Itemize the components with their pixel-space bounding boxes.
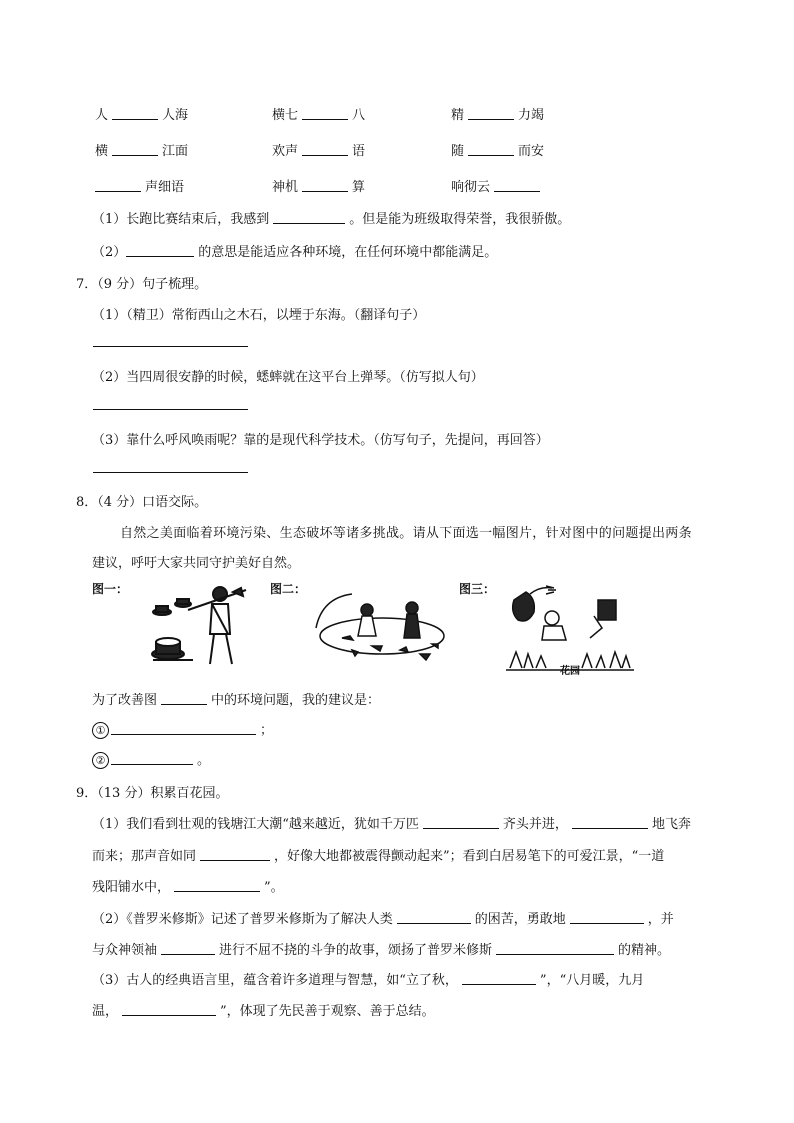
answer-blank[interactable] [112,107,158,120]
idiom-3-2 [272,176,365,195]
answer-blank[interactable] [468,107,514,120]
q6-text: （1）长跑比赛结束后，我感到 [92,212,270,227]
idiom-text: 神机 [272,180,299,195]
answer-blank[interactable] [126,244,194,257]
q6-text: 的意思是能适应各种环境，在任何环境中都能满足。 [198,245,498,260]
q6-sentence-1 [92,208,570,227]
idiom-text: 响彻云 [451,180,491,195]
idiom-1-3 [451,104,544,123]
q9-text: 温， [92,1004,119,1019]
answer-line[interactable] [93,472,248,473]
picture-label-2: 图二： [270,582,307,596]
idiom-1-1 [95,104,188,123]
answer-blank[interactable] [423,816,499,829]
idiom-text: 欢声 [272,144,299,159]
answer-blank[interactable] [302,179,348,192]
q6-text: 。但是能为班级取得荣誉，我很骄傲。 [349,212,571,227]
suggestion-prompt [92,689,380,708]
suggestion-item-1 [92,719,273,739]
q9-header: 9．（13 分）积累百花园。 [76,786,229,801]
idiom-2-2 [272,140,365,159]
q9-text: 进行不屈不挠的斗争的故事，颂扬了普罗米修斯 [219,943,493,958]
q9-text: 的困苦，勇敢地 [474,912,566,927]
q9-text: 与众神领袖 [92,943,158,958]
q9-text: ，并 [647,912,674,927]
q9-text: ”。 [264,880,284,895]
q8-paragraph-line-2: 建议，呼吁大家共同守护美好自然。 [92,556,301,571]
answer-blank[interactable] [111,722,256,735]
idiom-2-1 [95,140,188,159]
idiom-3-3 [451,176,544,195]
q9-text: ，好像大地都被震得颤动起来”；看到白居易笔下的可爱江景，“一道 [274,849,665,864]
q7-sentence-2: （2）当四周很安静的时候，蟋蟀就在这平台上弹琴。（仿写拟人句） [92,370,484,385]
q6-text: （2） [92,245,127,260]
q9-p2-line-2 [92,939,670,958]
idiom-1-2 [272,104,365,123]
punctuation: 。 [197,753,211,768]
idiom-text: 语 [352,144,366,159]
q9-p1-line-3 [92,876,284,895]
idiom-text: 声细语 [145,180,185,195]
picture-label-3: 图三： [459,582,496,596]
answer-blank[interactable] [161,692,207,705]
answer-blank[interactable] [302,143,348,156]
idiom-text: 横 [95,144,109,159]
q9-p1-line-2 [92,845,664,864]
q9-text: ”，“八月暖，九月 [539,973,645,988]
q8-header: 8．（4 分）口语交际。 [76,495,208,510]
answer-blank[interactable] [462,972,536,985]
q9-p3-line-2 [92,1000,435,1019]
idiom-text: 人 [95,108,109,123]
q9-text: （1）我们看到壮观的钱塘江大潮“越来越近，犹如千万匹 [92,817,419,832]
picture-label-1: 图一： [92,582,129,596]
idiom-text: 江面 [162,144,189,159]
answer-blank[interactable] [95,179,141,192]
q9-text: 残阳铺水中， [92,880,171,895]
answer-blank[interactable] [200,848,270,861]
suggestion-item-2 [92,749,210,769]
q9-text: 齐头并进， [502,817,568,832]
answer-blank[interactable] [112,143,158,156]
idiom-2-3 [451,140,544,159]
answer-blank[interactable] [570,911,644,924]
picture-3-caption: 花园 [560,666,580,677]
answer-blank[interactable] [122,1003,216,1016]
q7-sentence-3: （3）靠什么呼风唤雨呢？靠的是现代科学技术。（仿写句子，先提问，再回答） [92,433,549,448]
q7-header: 7．（9 分）句子梳理。 [76,277,208,292]
q8-paragraph-line-1: 自然之美面临着环境污染、生态破坏等诸多挑战。请从下面选一幅图片，针对图中的问题提出两条 [120,526,692,541]
q9-text: （2）《普罗米修斯》记述了普罗米修斯为了解决人类 [92,912,393,927]
idiom-text: 而安 [518,144,545,159]
idiom-text: 随 [451,144,465,159]
q6-sentence-2 [92,241,497,260]
answer-blank[interactable] [174,879,260,892]
suggest-text: 为了改善图 [92,693,158,708]
answer-line[interactable] [93,346,248,347]
idiom-3-1 [91,176,184,195]
q9-text: 而来；那声音如同 [92,849,197,864]
q9-p3-line-1 [92,969,644,988]
q9-text: （3）古人的经典语言里，蕴含着许多道理与智慧，如“立了秋， [92,973,458,988]
q9-p1-line-1 [92,813,691,832]
circled-number: ① [92,722,109,739]
answer-blank[interactable] [302,107,348,120]
q9-text: 地飞奔 [651,817,691,832]
idiom-text: 八 [352,108,366,123]
answer-blank[interactable] [111,752,193,765]
picture-3-trampled-garden [506,582,634,674]
suggest-text: 中的环境问题，我的建议是： [211,693,381,708]
answer-blank[interactable] [397,911,471,924]
answer-line[interactable] [93,409,248,410]
idiom-text: 力竭 [518,108,545,123]
idiom-text: 精 [451,108,465,123]
answer-blank[interactable] [572,816,648,829]
q9-text: ”，体现了先民善于观察、善于总结。 [220,1004,435,1019]
answer-blank[interactable] [273,211,345,224]
idiom-text: 横七 [272,108,299,123]
answer-blank[interactable] [494,179,540,192]
idiom-text: 算 [352,180,366,195]
answer-blank[interactable] [161,942,215,955]
answer-blank[interactable] [496,942,614,955]
q7-sentence-1: （1）（精卫）常衔西山之木石，以堙于东海。（翻译句子） [92,308,426,323]
circled-number: ② [92,752,109,769]
punctuation: ； [260,723,274,738]
answer-blank[interactable] [468,143,514,156]
picture-2-littering [312,588,448,668]
q9-p2-line-1 [92,908,674,927]
idiom-text: 人海 [162,108,189,123]
q9-text: 的精神。 [618,943,671,958]
picture-1-deforestation [148,582,248,670]
